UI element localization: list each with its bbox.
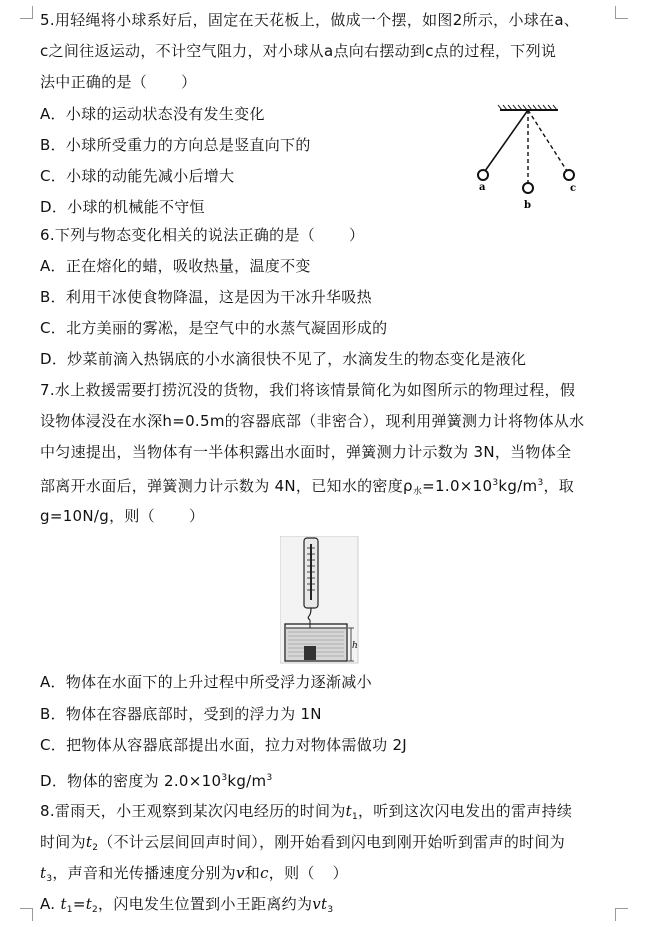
q6-option-a: A．正在熔化的蜡，吸收热量，温度不变 bbox=[40, 257, 311, 275]
q6-stem: 6.下列与物态变化相关的说法正确的是（ ） bbox=[40, 226, 365, 244]
page-corner-mark bbox=[20, 908, 33, 921]
q7-option-c: C．把物体从容器底部提出水面，拉力对物体需做功 2J bbox=[40, 736, 408, 754]
page-corner-mark bbox=[615, 908, 628, 921]
q7-stem-line: 中匀速提出，当物体有一半体积露出水面时，弹簧测力计示数为 3N，当物体全 bbox=[40, 443, 572, 461]
q8-option-a: A. $t_1=t_2$，闪电发生位置到小王距离约为$vt_3$ bbox=[40, 895, 334, 915]
q8-stem-line: 时间为$t_2$（不计云层间回声时间），刚开始看到闪电到刚开始听到雷声的时间为 bbox=[40, 833, 566, 853]
q7-stem-line: 部离开水面后，弹簧测力计示数为 4N，已知水的密度$\rho_水=1.0\times 10^3kg/m^3$，取 bbox=[40, 477, 575, 497]
q7-stem-line: 7.水上救援需要打捞沉没的货物，我们将该情景简化为如图所示的物理过程，假 bbox=[40, 381, 576, 399]
q7-stem-line: 设物体浸没在水深h=0.5m的容器底部（非密合），现利用弹簧测力计将物体从水 bbox=[40, 412, 585, 430]
label-b: b bbox=[524, 200, 531, 211]
q7-option-b: B．物体在容器底部时，受到的浮力为 1N bbox=[40, 705, 322, 723]
q5-stem-line: 法中正确的是（ ） bbox=[40, 73, 197, 91]
q5-option-c: C．小球的动能先减小后增大 bbox=[40, 167, 235, 185]
ball-b bbox=[523, 183, 533, 193]
q7-stem-line: g=10N/g，则（ ） bbox=[40, 507, 205, 525]
pendulum-string-c bbox=[528, 110, 567, 171]
submerged-object bbox=[304, 646, 316, 660]
label-c: c bbox=[570, 183, 577, 194]
q5-option-a: A．小球的运动状态没有发生变化 bbox=[40, 105, 265, 123]
q6-option-b: B．利用干冰使食物降温，这是因为干冰升华吸热 bbox=[40, 288, 372, 306]
page-corner-mark bbox=[615, 6, 628, 19]
page-corner-mark bbox=[20, 6, 33, 19]
pendulum-string-a bbox=[485, 110, 528, 171]
spring-scale-figure bbox=[280, 536, 360, 664]
q8-stem-line: 8.雷雨天，小王观察到某次闪电经历的时间为$t_1$，听到这次闪电发出的雷声持续 bbox=[40, 802, 573, 822]
label-a: a bbox=[479, 182, 486, 193]
pendulum-figure bbox=[470, 104, 590, 216]
q5-stem-line: 5.用轻绳将小球系好后，固定在天花板上，做成一个摆，如图2所示，小球在a、 bbox=[40, 11, 580, 29]
q5-option-b: B．小球所受重力的方向总是竖直向下的 bbox=[40, 136, 311, 154]
q6-option-c: C．北方美丽的雾凇，是空气中的水蒸气凝固形成的 bbox=[40, 319, 388, 337]
q5-option-d: D．小球的机械能不守恒 bbox=[40, 198, 205, 216]
ball-c bbox=[564, 170, 574, 180]
q5-stem-line: c之间往返运动，不计空气阻力，对小球从a点向右摆动到c点的过程，下列说 bbox=[40, 42, 557, 60]
q6-option-d: D．炒菜前滴入热锅底的小水滴很快不见了，水滴发生的物态变化是液化 bbox=[40, 350, 527, 368]
q7-option-d: D．物体的密度为 $2.0\times 10^3kg/m^3$ bbox=[40, 772, 273, 790]
depth-label-h: h bbox=[352, 641, 358, 651]
q8-stem-line: $t_3$，声音和光传播速度分别为v和c，则（ ） bbox=[40, 864, 348, 884]
q7-option-a: A．物体在水面下的上升过程中所受浮力逐渐减小 bbox=[40, 673, 372, 691]
ball-a bbox=[478, 170, 488, 180]
